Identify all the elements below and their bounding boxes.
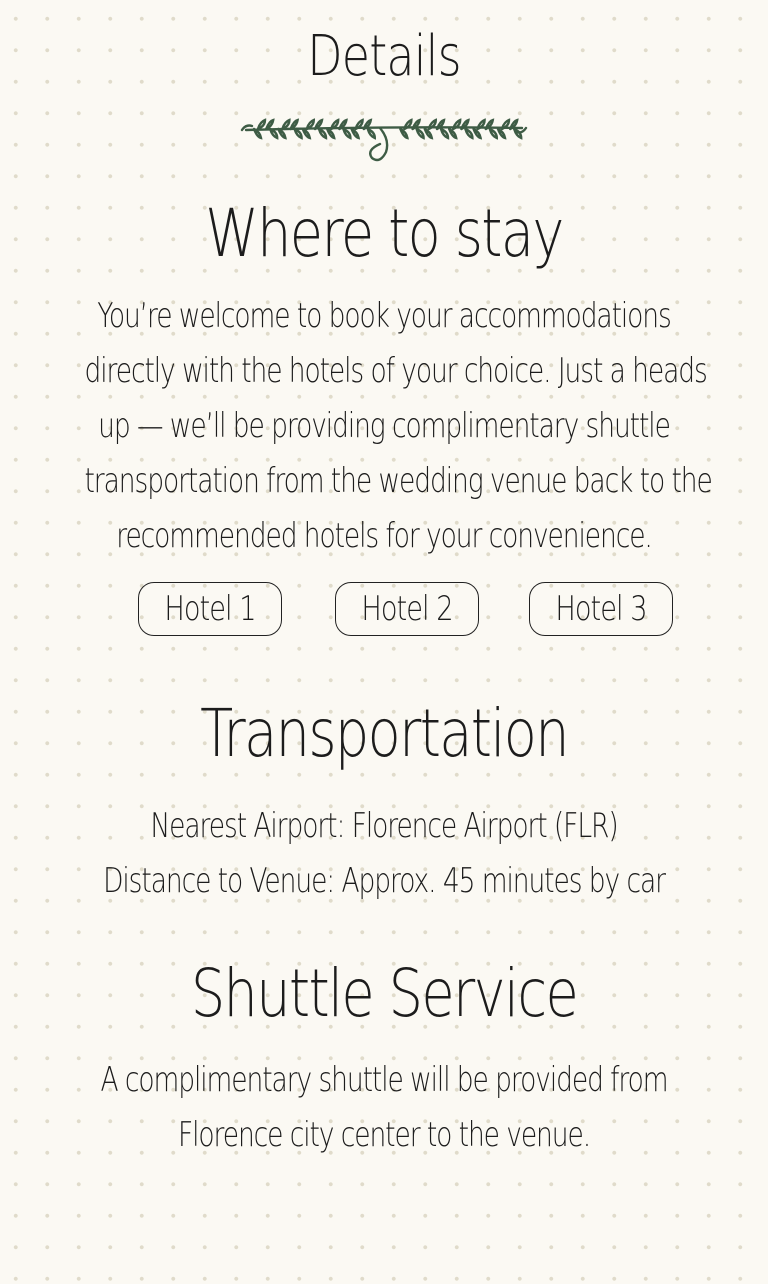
vine-leaf-icon	[240, 108, 528, 170]
hotel-1-label: Hotel 1	[164, 589, 256, 629]
nearest-airport-line: Nearest Airport: Florence Airport (FLR)	[150, 806, 618, 846]
where-to-stay-line: directly with the hotels of your choice. Just a heads	[84, 351, 707, 391]
shuttle-service-line: Florence city center to the venue.	[177, 1115, 591, 1155]
transportation-heading: Transportation	[200, 695, 568, 772]
where-to-stay-line: up — we’ll be providing complimentary shuttle	[98, 406, 670, 446]
hotel-buttons	[138, 582, 676, 638]
where-to-stay-line: recommended hotels for your convenience.	[116, 516, 652, 556]
where-to-stay-line: You’re welcome to book your accommodations	[97, 296, 671, 336]
shuttle-service-line: A complimentary shuttle will be provided from	[100, 1060, 668, 1100]
transportation-text	[84, 799, 683, 909]
where-to-stay-line: transportation from the wedding venue back to the	[84, 461, 712, 501]
distance-to-venue-line: Distance to Venue: Approx. 45 minutes by car	[103, 861, 665, 901]
where-to-stay-heading: Where to stay	[205, 195, 563, 272]
hotel-2-button[interactable]	[335, 582, 479, 636]
hotel-3-button[interactable]	[529, 582, 673, 636]
where-to-stay-text	[84, 289, 712, 564]
shuttle-service-text	[84, 1053, 683, 1163]
hotel-3-label: Hotel 3	[555, 589, 647, 629]
hotel-1-button[interactable]	[138, 582, 282, 636]
page-title: Details	[307, 24, 461, 89]
shuttle-service-heading: Shuttle Service	[190, 955, 578, 1032]
hotel-2-label: Hotel 2	[361, 589, 453, 629]
